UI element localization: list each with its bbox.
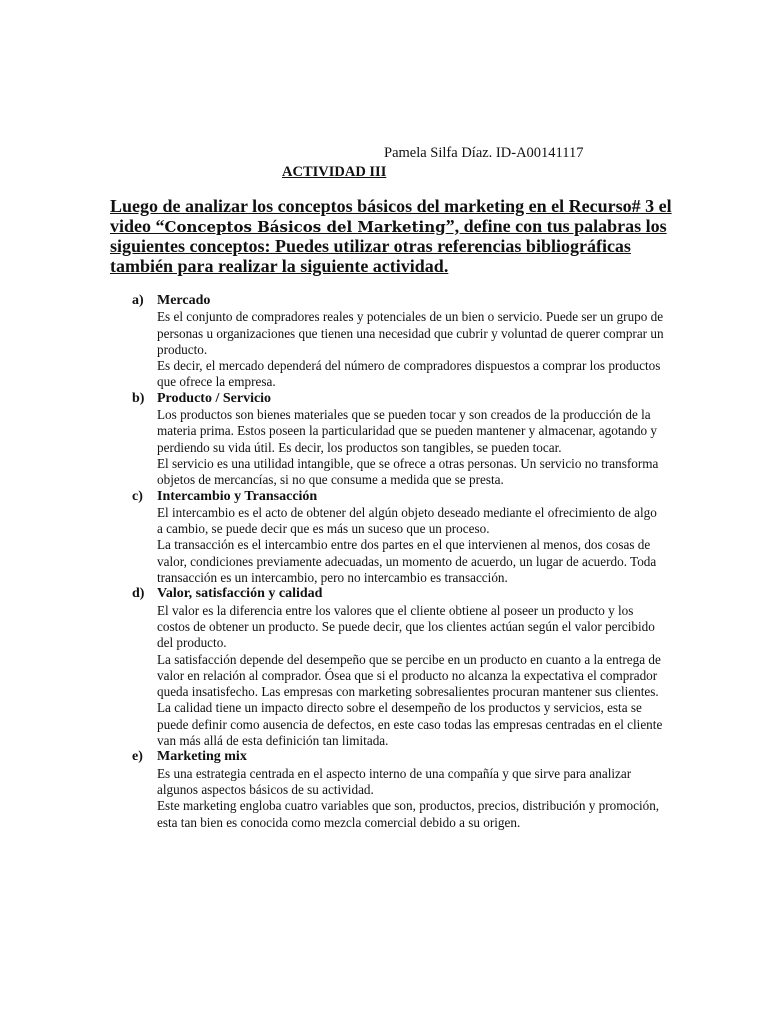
concept-paragraph: El servicio es una utilidad intangible, que se ofrece a otras personas. Un servicio no transforma objetos de mercancías, si no que consume a medida que se presta. bbox=[157, 455, 659, 488]
concept-item-marketing-mix bbox=[120, 749, 665, 830]
concept-marker: a) bbox=[132, 293, 144, 308]
concepts-list bbox=[120, 293, 665, 831]
instructions-text-end: ”, define con tus palabras los siguientes conceptos: Puedes utilizar otras referencias bibliográficas también para realizar la siguiente actividad. bbox=[110, 215, 667, 276]
instructions-text-start: Luego de analizar los conceptos básicos del marketing en el Recurso# 3 el video “ bbox=[110, 196, 672, 236]
concept-marker: c) bbox=[132, 488, 143, 504]
concept-title: Mercado bbox=[157, 293, 211, 308]
concept-paragraph: La calidad tiene un impacto directo sobre el desempeño de los productos y servicios, esta se puede definir como ausencia de defectos, en este caso todas las empresas centradas en el cliente van más allá de esta definición tan limitada. bbox=[157, 700, 663, 749]
concept-paragraph: Este marketing engloba cuatro variables que son, productos, precios, distribución y promoción, esta tan bien es conocida como mezcla comercial debido a su origen. bbox=[157, 798, 660, 830]
concept-paragraph: El valor es la diferencia entre los valores que el cliente obtiene al poseer un producto y los costos de obtener un producto. Se puede decir, que los clientes actúan según el valor percibido del producto. bbox=[157, 602, 655, 651]
concept-paragraph: El intercambio es el acto de obtener del algún objeto deseado mediante el ofrecimiento de algo a cambio, se puede decir que es más un suceso que un proceso. bbox=[157, 504, 657, 537]
concept-item-mercado bbox=[120, 293, 665, 391]
concept-paragraph: Es el conjunto de compradores reales y potenciales de un bien o servicio. Puede ser un grupo de personas u organizaciones que tienen una necesidad que cubrir y voluntad de querer comprar un producto. bbox=[157, 309, 664, 357]
concept-marker: b) bbox=[132, 390, 145, 406]
concept-marker: e) bbox=[132, 749, 143, 765]
concept-paragraph: Los productos son bienes materiales que se pueden tocar y son creados de la producción de la materia prima. Estos poseen la particularidad que se pueden mantener y almacenar, agotando y perdiendo su vida útil. Es decir, los productos son tangibles, se pueden tocar. bbox=[157, 407, 658, 455]
concept-item-intercambio-transaccion bbox=[120, 489, 665, 587]
concept-paragraph: La satisfacción depende del desempeño que se percibe en un producto en cuanto a la entrega de valor en relación al comprador. Ósea que si el producto no alcanza la expectativa el comprador queda insatisfecho. Las empresas con marketing sobresalientes procuran mantener sus clientes. bbox=[157, 651, 661, 700]
concept-title: Intercambio y Transacción bbox=[157, 488, 318, 504]
author-line: Pamela Silfa Díaz. ID-A00141117 bbox=[384, 145, 584, 161]
concept-title: Producto / Servicio bbox=[157, 390, 272, 406]
concept-paragraph: Es decir, el mercado dependerá del número de compradores dispuestos a comprar los productos que ofrece la empresa. bbox=[157, 358, 661, 390]
concept-item-valor-satisfaccion-calidad bbox=[120, 586, 665, 749]
concept-title: Valor, satisfacción y calidad bbox=[157, 586, 323, 602]
activity-title: ACTIVIDAD III bbox=[282, 164, 387, 180]
instructions-heading bbox=[110, 197, 680, 276]
concept-paragraph: Es una estrategia centrada en el aspecto interno de una compañía y que sirve para analizar algunos aspectos básicos de su actividad. bbox=[157, 765, 632, 797]
concept-title: Marketing mix bbox=[157, 749, 247, 765]
video-name: Conceptos Básicos del Marketing bbox=[164, 217, 446, 236]
concept-paragraph: La transacción es el intercambio entre dos partes en el que intervienen al menos, dos cosas de valor, condiciones previamente adecuadas, un momento de acuerdo, un lugar de acuerdo. Toda transacción es un intercambio, pero no intercambio es transacción. bbox=[157, 537, 657, 586]
concept-item-producto-servicio bbox=[120, 391, 665, 489]
concept-marker: d) bbox=[132, 586, 145, 602]
